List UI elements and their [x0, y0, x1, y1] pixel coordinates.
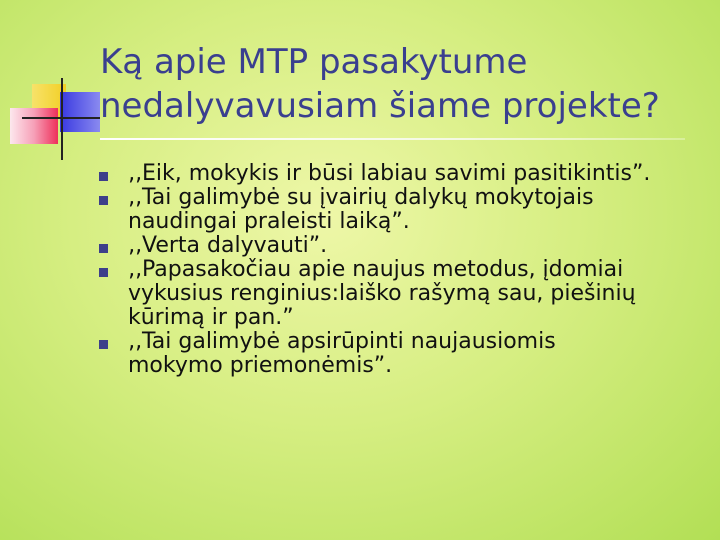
slide-title [100, 40, 700, 128]
bullet-text: kūrimą ir pan.” [128, 305, 294, 330]
bullet-text: ‚‚Verta dalyvauti”. [128, 233, 328, 258]
deco-red-square [10, 108, 58, 144]
bullet-text: naudingai praleisti laiką”. [128, 209, 410, 234]
bullet-text: ‚‚Tai galimybė su įvairių dalykų mokytojais [128, 185, 594, 210]
bullet-item [94, 162, 694, 186]
bullet-item [94, 186, 694, 234]
bullet-text: mokymo priemonėmis”. [128, 353, 393, 378]
bullet-text: ‚‚Eik, mokykis ir būsi labiau savimi pasitikintis”. [128, 161, 651, 186]
deco-blue-square [60, 92, 100, 132]
bullet-item [94, 330, 694, 378]
bullet-text: vykusius renginius:laiško rašymą sau, piešinių [128, 281, 636, 306]
bullet-item [94, 258, 694, 330]
square-bullet-icon [99, 172, 108, 181]
square-bullet-icon [99, 268, 108, 277]
slide-title-line: Ką apie MTP pasakytume [100, 42, 528, 82]
bullet-item [94, 234, 694, 258]
square-bullet-icon [99, 196, 108, 205]
square-bullet-icon [99, 244, 108, 253]
title-divider [100, 138, 685, 140]
bullet-list [94, 162, 694, 378]
square-bullet-icon [99, 340, 108, 349]
bullet-text: ‚‚Tai galimybė apsirūpinti naujausiomis [128, 329, 556, 354]
bullet-text: ‚‚Papasakočiau apie naujus metodus, įdomiai [128, 257, 624, 282]
slide-title-line: nedalyvavusiam šiame projekte? [100, 86, 660, 126]
